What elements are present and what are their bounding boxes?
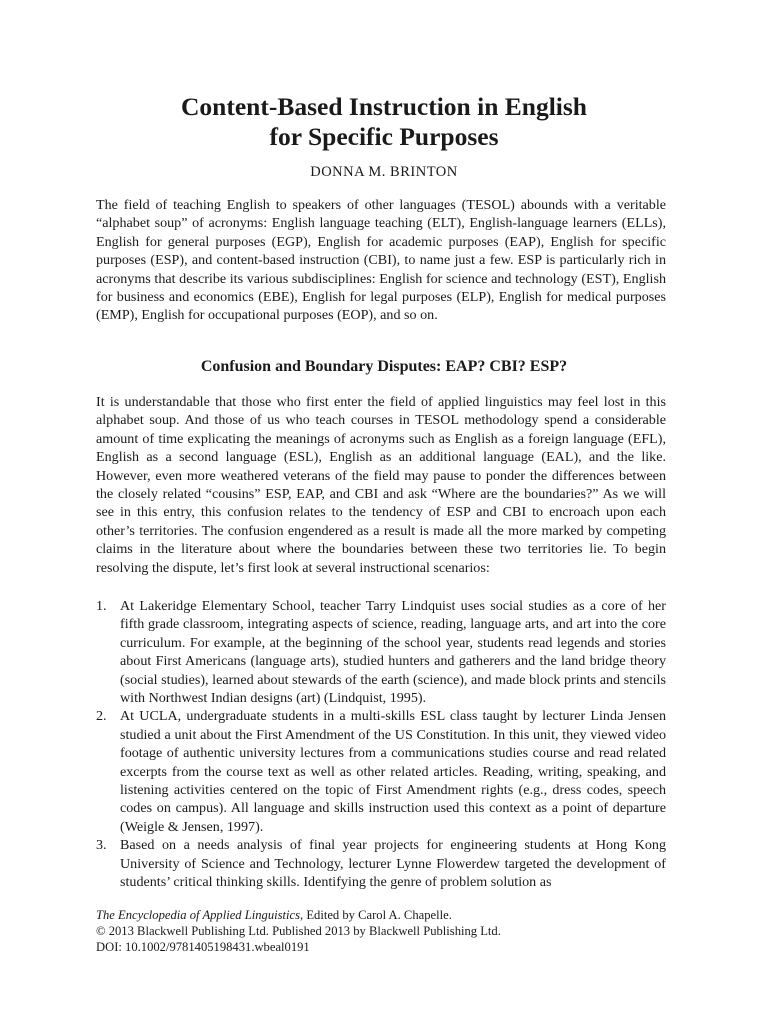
list-item	[96, 597, 666, 707]
list-item-text: At Lakeridge Elementary School, teacher Tarry Lindquist uses social studies as a core of her fifth grade classroom, integrating aspects of science, reading, language arts, and art into the core curriculum. For example, at the beginning of the school year, students read legends and stories about First Americans (language arts), studied hunters and gatherers and the land bridge theory (social studies), learned about stewards of the earth (science), and made block prints and stencils with Northwest Indian designs (art) (Lindquist, 1995).	[120, 598, 666, 707]
list-item	[96, 707, 666, 836]
list-item	[96, 836, 666, 891]
article-title-line-2: for Specific Purposes	[269, 122, 499, 151]
intro-paragraph: The field of teaching English to speakers of other languages (TESOL) abounds with a veritable “alphabet soup” of acronyms: English language teaching (ELT), English-language learners (ELLs), English for general purposes (EGP), English for academic purposes (EAP), English for specific purposes (ESP), and content-based instruction (CBI), to name just a few. ESP is particularly rich in acronyms that describe its various subdisciplines: English for science and technology (EST), English for business and economics (EBE), English for legal purposes (ELP), English for medical purposes (EMP), English for occupational purposes (EOP), and so on.	[96, 197, 666, 324]
footer-source-editor: , Edited by Carol A. Chapelle.	[300, 908, 452, 922]
list-item-text: At UCLA, undergraduate students in a multi-skills ESL class taught by lecturer Linda Jensen studied a unit about the First Amendment of the US Constitution. In this unit, they viewed video footage of authentic university lectures from a communications studies course and read related excerpts from the course text as well as other related articles. Reading, writing, speaking, and listening activities centered on the topic of First Amendment rights (e.g., dress codes, speech codes on campus). All language and skills instruction used this context as a point of departure (Weigle & Jensen, 1997).	[120, 708, 666, 835]
article-title	[0, 92, 768, 152]
article-title-line-1: Content-Based Instruction in English	[181, 92, 587, 121]
section-heading: Confusion and Boundary Disputes: EAP? CBI? ESP?	[200, 358, 568, 375]
citation-footer	[96, 907, 666, 956]
section-paragraph: It is understandable that those who first enter the field of applied linguistics may feel lost in this alphabet soup. And those of us who teach courses in TESOL methodology spend a considerable amount of time explicating the meanings of acronyms such as English as a foreign language (EFL), English as a second language (ESL), English as an additional language (EAL), and the like. However, even more weathered veterans of the field may pause to ponder the differences between the closely related “cousins” ESP, EAP, and CBI and ask “Where are the boundaries?” As we will see in this entry, this confusion relates to the tendency of ESP and CBI to encroach upon each other’s territories. The confusion engendered as a result is made all the more marked by competing claims in the literature about where the boundaries between these two territories lie. To begin resolving the dispute, let’s first look at several instructional scenarios:	[96, 394, 666, 576]
footer-source-line	[96, 907, 666, 923]
scenario-list	[96, 597, 666, 892]
footer-doi: DOI: 10.1002/9781405198431.wbeal0191	[96, 940, 310, 955]
author-name: DONNA M. BRINTON	[310, 164, 458, 180]
list-item-text: Based on a needs analysis of final year projects for engineering students at Hong Kong University of Science and Technology, lecturer Lynne Flowerdew targeted the development of students’ critical thinking skills. Identifying the genre of problem solution as	[120, 837, 666, 891]
list-item-number: 2.	[96, 708, 107, 725]
list-item-number: 1.	[96, 598, 107, 614]
footer-copyright: © 2013 Blackwell Publishing Ltd. Published 2013 by Blackwell Publishing Ltd.	[96, 924, 501, 939]
footer-source-title: The Encyclopedia of Applied Linguistics	[96, 908, 301, 922]
list-item-number: 3.	[96, 837, 107, 854]
